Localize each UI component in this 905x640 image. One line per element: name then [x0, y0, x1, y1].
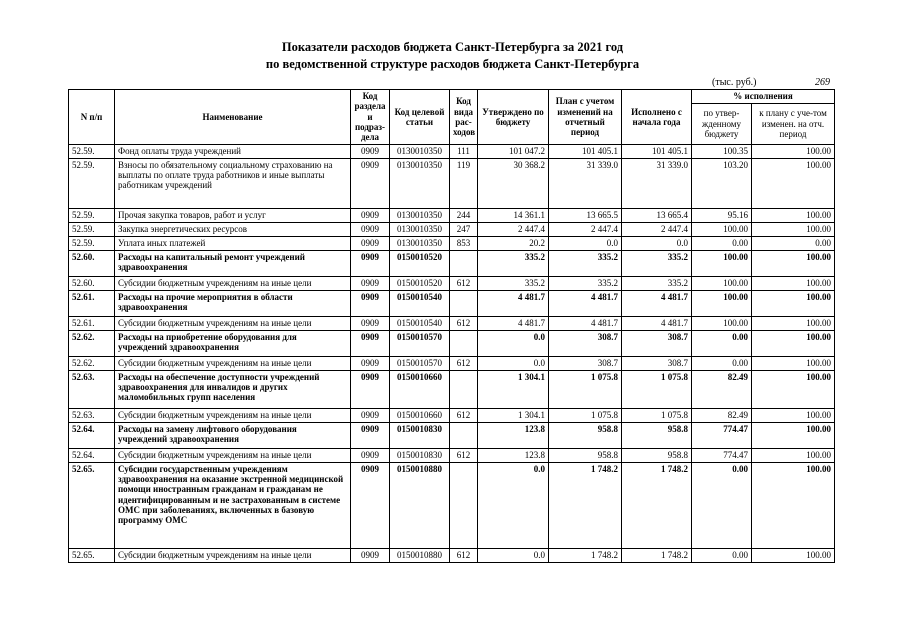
row-target-code: 0130010350: [390, 144, 450, 158]
row-approved: 0.0: [478, 548, 549, 562]
row-executed: 31 339.0: [622, 158, 692, 208]
header-section: Код раздела и подраз-дела: [351, 90, 390, 145]
row-pct-approved: 95.16: [692, 208, 752, 222]
row-section-code: 0909: [351, 356, 390, 370]
row-executed: 1 075.8: [622, 408, 692, 422]
row-executed: 1 075.8: [622, 370, 692, 408]
row-pct-approved: 0.00: [692, 236, 752, 250]
table-row: [69, 158, 835, 208]
row-name: Субсидии бюджетным учреждениям на иные цели: [115, 548, 351, 562]
row-type-code: 111: [450, 144, 478, 158]
row-executed: 1 748.2: [622, 548, 692, 562]
header-pct-plan: к плану с уче-том изменен. на отч. период: [752, 104, 835, 145]
row-executed: 4 481.7: [622, 316, 692, 330]
row-section-code: 0909: [351, 290, 390, 316]
row-section-code: 0909: [351, 236, 390, 250]
row-plan: 1 748.2: [549, 548, 622, 562]
row-number: 52.61.: [69, 290, 115, 316]
header-plan: План с учетом изменений на отчетный период: [549, 90, 622, 145]
row-name: Субсидии бюджетным учреждениям на иные цели: [115, 316, 351, 330]
row-number: 52.59.: [69, 144, 115, 158]
header-executed: Исполнено с начала года: [622, 90, 692, 145]
row-approved: 2 447.4: [478, 222, 549, 236]
row-target-code: 0150010520: [390, 276, 450, 290]
row-name: Расходы на обеспечение доступности учреждений здравоохранения для инвалидов и других маломобильных групп населения: [115, 370, 351, 408]
row-pct-plan: 100.00: [752, 208, 835, 222]
row-pct-approved: 100.00: [692, 250, 752, 276]
row-pct-plan: 100.00: [752, 250, 835, 276]
row-approved: 30 368.2: [478, 158, 549, 208]
row-name: Закупка энергетических ресурсов: [115, 222, 351, 236]
header-approved: Утверждено по бюджету: [478, 90, 549, 145]
row-type-code: 244: [450, 208, 478, 222]
row-target-code: 0130010350: [390, 208, 450, 222]
row-target-code: 0130010350: [390, 222, 450, 236]
row-type-code: [450, 250, 478, 276]
row-plan: 335.2: [549, 276, 622, 290]
header-pct-approved: по утвер-жденному бюджету: [692, 104, 752, 145]
row-section-code: 0909: [351, 448, 390, 462]
row-executed: 308.7: [622, 330, 692, 356]
row-name: Субсидии бюджетным учреждениям на иные цели: [115, 448, 351, 462]
header-num: N п/п: [69, 90, 115, 145]
row-section-code: 0909: [351, 548, 390, 562]
row-name: Расходы на прочие мероприятия в области здравоохранения: [115, 290, 351, 316]
row-target-code: 0150010830: [390, 448, 450, 462]
table-row: [69, 422, 835, 448]
header-percent: % исполнения: [692, 90, 835, 104]
row-type-code: 612: [450, 408, 478, 422]
table-row: [69, 236, 835, 250]
row-approved: 20.2: [478, 236, 549, 250]
row-approved: 0.0: [478, 330, 549, 356]
row-name: Субсидии государственным учреждениям здравоохранения на оказание экстренной медицинской помощи иностранным гражданам и гражданам не идентифицированным и не застрахованным в системе ОМС при заболеваниях, включенных в базовую программу ОМС: [115, 462, 351, 548]
header-target: Код целевой статьи: [390, 90, 450, 145]
row-pct-approved: 100.35: [692, 144, 752, 158]
row-plan: 2 447.4: [549, 222, 622, 236]
row-approved: 123.8: [478, 448, 549, 462]
row-target-code: 0130010350: [390, 236, 450, 250]
row-section-code: 0909: [351, 158, 390, 208]
row-target-code: 0150010660: [390, 408, 450, 422]
table-row: [69, 330, 835, 356]
row-number: 52.64.: [69, 448, 115, 462]
row-target-code: 0130010350: [390, 158, 450, 208]
row-pct-plan: 100.00: [752, 222, 835, 236]
header-type: Код вида рас-ходов: [450, 90, 478, 145]
row-approved: 0.0: [478, 356, 549, 370]
table-row: [69, 462, 835, 548]
row-number: 52.65.: [69, 548, 115, 562]
row-pct-plan: 100.00: [752, 330, 835, 356]
row-type-code: 612: [450, 548, 478, 562]
row-pct-approved: 103.20: [692, 158, 752, 208]
row-executed: 958.8: [622, 422, 692, 448]
row-pct-plan: 100.00: [752, 316, 835, 330]
row-type-code: 612: [450, 448, 478, 462]
row-number: 52.63.: [69, 408, 115, 422]
row-name: Субсидии бюджетным учреждениям на иные цели: [115, 276, 351, 290]
page-subtitle: по ведомственной структуре расходов бюджета Санкт-Петербурга: [265, 57, 640, 71]
row-type-code: 612: [450, 316, 478, 330]
row-target-code: 0150010540: [390, 290, 450, 316]
row-plan: 4 481.7: [549, 290, 622, 316]
row-approved: 1 304.1: [478, 370, 549, 408]
row-target-code: 0150010660: [390, 370, 450, 408]
row-name: Прочая закупка товаров, работ и услуг: [115, 208, 351, 222]
row-pct-approved: 100.00: [692, 290, 752, 316]
row-type-code: [450, 330, 478, 356]
row-section-code: 0909: [351, 208, 390, 222]
row-number: 52.59.: [69, 208, 115, 222]
table-row: [69, 276, 835, 290]
row-name: Субсидии бюджетным учреждениям на иные цели: [115, 408, 351, 422]
row-executed: 335.2: [622, 276, 692, 290]
units-label: (тыс. руб.): [712, 77, 757, 88]
row-pct-approved: 82.49: [692, 370, 752, 408]
expenditure-table: [68, 89, 835, 563]
row-plan: 101 405.1: [549, 144, 622, 158]
row-pct-plan: 100.00: [752, 422, 835, 448]
row-type-code: 247: [450, 222, 478, 236]
table-row: [69, 316, 835, 330]
row-approved: 101 047.2: [478, 144, 549, 158]
row-section-code: 0909: [351, 330, 390, 356]
row-target-code: 0150010570: [390, 330, 450, 356]
row-number: 52.62.: [69, 356, 115, 370]
row-executed: 1 748.2: [622, 462, 692, 548]
table-row: [69, 290, 835, 316]
table-row: [69, 408, 835, 422]
row-number: 52.60.: [69, 250, 115, 276]
row-pct-plan: 0.00: [752, 236, 835, 250]
page-number: 269: [815, 77, 830, 88]
row-executed: 308.7: [622, 356, 692, 370]
row-pct-plan: 100.00: [752, 370, 835, 408]
row-target-code: 0150010880: [390, 548, 450, 562]
row-type-code: [450, 462, 478, 548]
row-number: 52.59.: [69, 236, 115, 250]
table-row: [69, 356, 835, 370]
row-name: Уплата иных платежей: [115, 236, 351, 250]
row-plan: 4 481.7: [549, 316, 622, 330]
row-type-code: [450, 370, 478, 408]
row-executed: 13 665.4: [622, 208, 692, 222]
row-executed: 101 405.1: [622, 144, 692, 158]
table-row: [69, 370, 835, 408]
row-pct-approved: 100.00: [692, 276, 752, 290]
row-approved: 335.2: [478, 250, 549, 276]
row-pct-approved: 0.00: [692, 330, 752, 356]
row-pct-plan: 100.00: [752, 408, 835, 422]
row-number: 52.63.: [69, 370, 115, 408]
row-pct-approved: 0.00: [692, 462, 752, 548]
row-pct-plan: 100.00: [752, 144, 835, 158]
row-type-code: 612: [450, 276, 478, 290]
row-approved: 123.8: [478, 422, 549, 448]
row-approved: 335.2: [478, 276, 549, 290]
row-type-code: [450, 290, 478, 316]
row-target-code: 0150010570: [390, 356, 450, 370]
row-executed: 958.8: [622, 448, 692, 462]
row-pct-plan: 100.00: [752, 548, 835, 562]
row-pct-plan: 100.00: [752, 158, 835, 208]
table-row: [69, 448, 835, 462]
row-pct-approved: 0.00: [692, 356, 752, 370]
row-target-code: 0150010540: [390, 316, 450, 330]
row-pct-approved: 0.00: [692, 548, 752, 562]
row-name: Взносы по обязательному социальному страхованию на выплаты по оплате труда работников и иные выплаты работникам учреждений: [115, 158, 351, 208]
row-number: 52.65.: [69, 462, 115, 548]
row-approved: 14 361.1: [478, 208, 549, 222]
table-row: [69, 208, 835, 222]
table-row: [69, 250, 835, 276]
row-plan: 308.7: [549, 330, 622, 356]
row-plan: 958.8: [549, 448, 622, 462]
row-name: Субсидии бюджетным учреждениям на иные цели: [115, 356, 351, 370]
row-pct-plan: 100.00: [752, 276, 835, 290]
row-plan: 0.0: [549, 236, 622, 250]
row-section-code: 0909: [351, 408, 390, 422]
row-section-code: 0909: [351, 370, 390, 408]
row-plan: 958.8: [549, 422, 622, 448]
row-type-code: 119: [450, 158, 478, 208]
row-section-code: 0909: [351, 250, 390, 276]
row-approved: 1 304.1: [478, 408, 549, 422]
row-type-code: 853: [450, 236, 478, 250]
table-row: [69, 222, 835, 236]
table-body: [69, 144, 835, 562]
row-pct-approved: 100.00: [692, 222, 752, 236]
row-pct-plan: 100.00: [752, 462, 835, 548]
row-approved: 4 481.7: [478, 290, 549, 316]
table-row: [69, 144, 835, 158]
row-pct-plan: 100.00: [752, 356, 835, 370]
row-number: 52.61.: [69, 316, 115, 330]
row-target-code: 0150010520: [390, 250, 450, 276]
row-approved: 0.0: [478, 462, 549, 548]
row-target-code: 0150010880: [390, 462, 450, 548]
row-pct-approved: 774.47: [692, 422, 752, 448]
row-plan: 1 748.2: [549, 462, 622, 548]
row-type-code: [450, 422, 478, 448]
row-executed: 2 447.4: [622, 222, 692, 236]
row-target-code: 0150010830: [390, 422, 450, 448]
row-executed: 0.0: [622, 236, 692, 250]
row-number: 52.62.: [69, 330, 115, 356]
row-plan: 1 075.8: [549, 408, 622, 422]
row-plan: 308.7: [549, 356, 622, 370]
row-pct-approved: 774.47: [692, 448, 752, 462]
row-executed: 335.2: [622, 250, 692, 276]
row-name: Расходы на замену лифтового оборудования учреждений здравоохранения: [115, 422, 351, 448]
row-type-code: 612: [450, 356, 478, 370]
row-plan: 13 665.5: [549, 208, 622, 222]
row-plan: 31 339.0: [549, 158, 622, 208]
row-executed: 4 481.7: [622, 290, 692, 316]
row-pct-plan: 100.00: [752, 448, 835, 462]
row-section-code: 0909: [351, 316, 390, 330]
row-pct-approved: 100.00: [692, 316, 752, 330]
row-section-code: 0909: [351, 462, 390, 548]
row-plan: 335.2: [549, 250, 622, 276]
table-row: [69, 548, 835, 562]
row-section-code: 0909: [351, 276, 390, 290]
row-pct-plan: 100.00: [752, 290, 835, 316]
row-section-code: 0909: [351, 222, 390, 236]
row-section-code: 0909: [351, 144, 390, 158]
header-name: Наименование: [115, 90, 351, 145]
row-name: Расходы на капитальный ремонт учреждений здравоохранения: [115, 250, 351, 276]
row-section-code: 0909: [351, 422, 390, 448]
row-number: 52.59.: [69, 158, 115, 208]
row-number: 52.60.: [69, 276, 115, 290]
row-name: Расходы на приобретение оборудования для учреждений здравоохранения: [115, 330, 351, 356]
row-plan: 1 075.8: [549, 370, 622, 408]
row-pct-approved: 82.49: [692, 408, 752, 422]
row-approved: 4 481.7: [478, 316, 549, 330]
row-name: Фонд оплаты труда учреждений: [115, 144, 351, 158]
page-title: Показатели расходов бюджета Санкт-Петербурга за 2021 год: [281, 40, 624, 54]
row-number: 52.64.: [69, 422, 115, 448]
row-number: 52.59.: [69, 222, 115, 236]
